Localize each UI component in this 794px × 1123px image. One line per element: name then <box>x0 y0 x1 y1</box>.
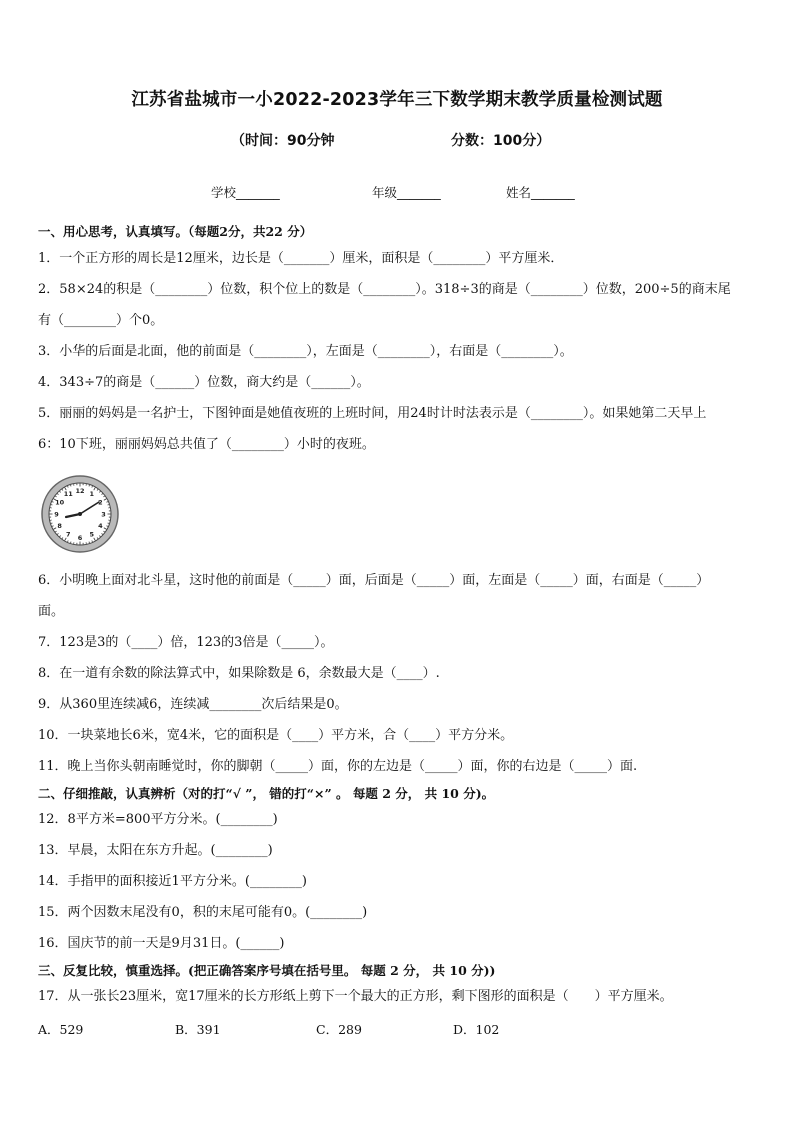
clock-number: 1 <box>89 489 95 498</box>
clock-number: 10 <box>55 498 65 507</box>
question-2: 2．58×24的积是（________）位数，积个位上的数是（________）。318÷3的商是（________）位数，200÷5的商末尾 <box>38 282 731 297</box>
clock-number: 7 <box>65 530 71 539</box>
question-16: 16．国庆节的前一天是9月31日。(______) <box>38 936 285 951</box>
clock-number: 12 <box>75 486 85 495</box>
section-3-heading: 三、反复比较，慎重选择。(把正确答案序号填在括号里。 每题 2 分， 共 10 分)) <box>38 963 496 978</box>
clock-number: 9 <box>54 510 59 519</box>
clock-number: 8 <box>57 522 62 531</box>
section-2-heading: 二、仔细推敲，认真辨析（对的打“√ ”， 错的打“×” 。 每题 2 分， 共 10 分)。 <box>38 786 495 801</box>
clock-number: 3 <box>101 510 106 519</box>
clock-number: 6 <box>77 533 83 542</box>
question-17: 17．从一张长23厘米，宽17厘米的长方形纸上剪下一个最大的正方形，剩下图形的面积是（ ）平方厘米。 <box>38 989 673 1004</box>
clock-tick <box>68 540 69 541</box>
question-5-cont: 6：10下班，丽丽妈妈总共值了（________）小时的夜班。 <box>38 437 375 452</box>
question-6-cont: 面。 <box>38 604 65 619</box>
clock-tick <box>92 540 93 541</box>
question-15: 15．两个因数末尾没有0，积的末尾可能有0。(________) <box>38 905 368 920</box>
clock-tick <box>92 486 93 487</box>
clock-number: 5 <box>89 530 95 539</box>
clock-tick <box>106 502 107 503</box>
exam-time: （时间：90分钟 <box>231 133 335 149</box>
exam-title: 江苏省盐城市一小2022-2023学年三下数学期末教学质量检测试题 <box>131 90 663 110</box>
clock-face-image <box>40 474 120 554</box>
question-3: 3．小华的后面是北面，他的前面是（________），左面是（________），右面是（________）。 <box>38 344 573 359</box>
question-2-cont: 有（________）个0。 <box>38 313 164 328</box>
option-b: B．391 <box>175 1022 221 1037</box>
clock-tick <box>52 502 53 503</box>
clock-tick <box>106 526 107 527</box>
option-d: D．102 <box>453 1022 500 1037</box>
question-10: 10．一块菜地长6米，宽4米，它的面积是（____）平方米，合（____）平方分米。 <box>38 728 514 743</box>
question-8: 8．在一道有余数的除法算式中，如果除数是 6，余数最大是（____）. <box>38 666 440 681</box>
section-1-heading: 一、用心思考，认真填写。（每题2分，共22 分） <box>38 224 313 239</box>
question-7: 7．123是3的（____）倍，123的3倍是（_____）。 <box>38 635 334 650</box>
question-1: 1．一个正方形的周长是12厘米，边长是（_______）厘米，面积是（________）平方厘米． <box>38 251 564 266</box>
question-6: 6．小明晚上面对北斗星，这时他的前面是（_____）面，后面是（_____）面，左面是（_____）面，右面是（_____） <box>38 573 710 588</box>
grade-field: 年级_______ <box>372 185 441 200</box>
clock-number: 4 <box>98 522 103 531</box>
name-field: 姓名_______ <box>506 185 575 200</box>
clock-tick <box>68 486 69 487</box>
option-a: A．529 <box>38 1022 84 1037</box>
clock-number: 11 <box>63 489 73 498</box>
question-5: 5．丽丽的妈妈是一名护士，下图钟面是她值夜班的上班时间，用24时计时法表示是（________）。如果她第二天早上 <box>38 406 707 421</box>
clock-number: 2 <box>98 498 103 507</box>
option-c: C．289 <box>316 1022 362 1037</box>
question-11: 11．晚上当你头朝南睡觉时，你的脚朝（_____）面，你的左边是（_____）面，你的右边是（_____）面. <box>38 759 638 774</box>
clock-tick <box>52 526 53 527</box>
question-4: 4．343÷7的商是（______）位数，商大约是（______）。 <box>38 375 370 390</box>
question-14: 14．手指甲的面积接近1平方分米。(________) <box>38 874 307 889</box>
exam-score: 分数：100分） <box>451 133 551 149</box>
question-9: 9．从360里连续减6，连续减________次后结果是0。 <box>38 697 348 712</box>
question-12: 12．8平方米=800平方分米。(________) <box>38 812 278 827</box>
question-13: 13．早晨，太阳在东方升起。(________) <box>38 843 273 858</box>
school-field: 学校_______ <box>211 185 280 200</box>
